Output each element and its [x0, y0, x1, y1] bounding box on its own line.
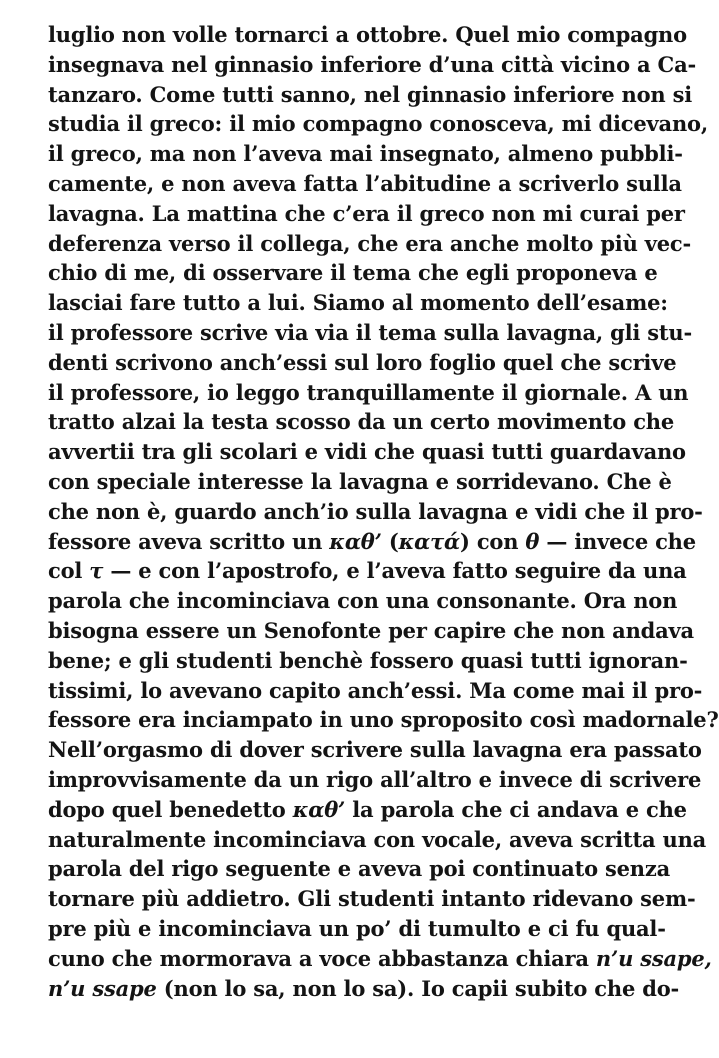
text-segment: improvvisamente da un rigo all’altro e invece di scrivere — [48, 766, 702, 792]
text-line — [48, 348, 677, 378]
document-page — [48, 20, 719, 1003]
text-segment: lasciai fare tutto a lui. Siamo al momento dell’esame: — [48, 290, 668, 316]
italic-text: n’u ssape — [48, 975, 157, 1001]
text-line — [48, 139, 683, 169]
text-segment: pre più e incominciava un po’ di tumulto e ci fu qual- — [48, 915, 666, 941]
text-segment: col — [48, 558, 90, 584]
text-segment: deferenza verso il collega, che era anche molto più vec- — [48, 230, 692, 256]
text-segment: ) con — [459, 528, 526, 554]
text-segment: insegnava nel ginnasio inferiore d’una città vicino a Ca- — [48, 51, 696, 77]
text-segment: studia il greco: il mio compagno conosceva, mi dicevano, — [48, 111, 708, 137]
text-segment: naturalmente incominciava con vocale, aveva scritta una — [48, 826, 707, 852]
text-segment: dopo quel benedetto — [48, 796, 293, 822]
text-segment: ( — [381, 528, 399, 554]
text-line — [48, 467, 672, 497]
text-segment: Nell’orgasmo di dover scrivere sulla lavagna era passato — [48, 737, 702, 763]
text-line — [48, 497, 703, 527]
text-line — [48, 765, 702, 795]
text-segment: luglio non volle tornarci a ottobre. Quel mio compagno — [48, 22, 687, 47]
text-line — [48, 109, 708, 139]
text-line — [48, 407, 675, 437]
text-segment: tornare più addietro. Gli studenti intanto ridevano sem- — [48, 886, 696, 912]
text-segment: cuno che mormorava a voce abbastanza chiara — [48, 945, 596, 971]
text-line — [48, 50, 696, 80]
text-segment: il professore scrive via via il tema sulla lavagna, gli stu- — [48, 319, 692, 345]
text-line — [48, 229, 692, 259]
text-line — [48, 735, 702, 765]
text-line — [48, 646, 688, 676]
text-line — [48, 914, 666, 944]
text-line — [48, 556, 687, 586]
text-line — [48, 318, 692, 348]
text-line — [48, 20, 687, 50]
text-segment: tanzaro. Come tutti sanno, nel ginnasio inferiore non si — [48, 81, 693, 107]
text-segment: il greco, ma non l’aveva mai insegnato, almeno pubbli- — [48, 141, 683, 167]
text-segment: tratto alzai la testa scosso da un certo movimento che — [48, 409, 675, 435]
text-segment: con speciale interesse la lavagna e sorridevano. Che è — [48, 468, 672, 494]
text-segment: chio di me, di osservare il tema che egli proponeva e — [48, 260, 658, 286]
text-segment: tissimi, lo avevano capito anch’essi. Ma come mai il pro- — [48, 677, 703, 703]
text-segment: parola del rigo seguente e aveva poi continuato senza — [48, 856, 670, 882]
text-line — [48, 616, 694, 646]
text-line — [48, 378, 689, 408]
text-segment: — invece che — [539, 528, 696, 554]
italic-text: καθ’ — [292, 796, 346, 822]
text-line — [48, 586, 678, 616]
text-segment: bisogna essere un Senofonte per capire che non andava — [48, 617, 694, 643]
text-line — [48, 437, 686, 467]
text-segment: che non è, guardo anch’io sulla lavagna e vidi che il pro- — [48, 498, 703, 524]
text-line — [48, 258, 658, 288]
text-line — [48, 169, 682, 199]
body-text — [48, 20, 719, 1003]
text-line — [48, 705, 719, 735]
italic-text: θ — [525, 528, 540, 554]
italic-text: n’u ssape, — [595, 945, 712, 971]
text-segment: denti scrivono anch’essi sul loro foglio quel che scrive — [48, 349, 677, 375]
text-line — [48, 795, 687, 825]
italic-text: τ — [89, 558, 104, 584]
text-segment: bene; e gli studenti benchè fossero quasi tutti ignoran- — [48, 647, 688, 673]
text-segment: camente, e non aveva fatta l’abitudine a scriverlo sulla — [48, 170, 682, 196]
text-line — [48, 288, 668, 318]
text-line — [48, 199, 685, 229]
text-line — [48, 884, 696, 914]
text-line — [48, 974, 680, 1004]
text-segment: la parola che ci andava e che — [345, 796, 687, 822]
text-line — [48, 676, 703, 706]
text-segment: parola che incominciava con una consonante. Ora non — [48, 588, 678, 614]
italic-text: καθ’ — [329, 528, 382, 554]
text-line — [48, 527, 696, 557]
italic-text: κατά — [398, 528, 460, 554]
text-line — [48, 944, 712, 974]
text-line — [48, 825, 707, 855]
text-line — [48, 80, 693, 110]
text-segment: (non lo sa, non lo sa). Io capii subito che do- — [156, 975, 680, 1001]
text-segment: fessore aveva scritto un — [48, 528, 330, 554]
text-line — [48, 854, 670, 884]
text-segment: lavagna. La mattina che c’era il greco non mi curai per — [48, 200, 685, 226]
text-segment: fessore era inciampato in uno sproposito così madornale? — [48, 707, 719, 733]
text-segment: — e con l’apostrofo, e l’aveva fatto seguire da una — [103, 558, 687, 584]
text-segment: avvertii tra gli scolari e vidi che quasi tutti guardavano — [48, 439, 686, 465]
text-segment: il professore, io leggo tranquillamente il giornale. A un — [48, 379, 689, 405]
